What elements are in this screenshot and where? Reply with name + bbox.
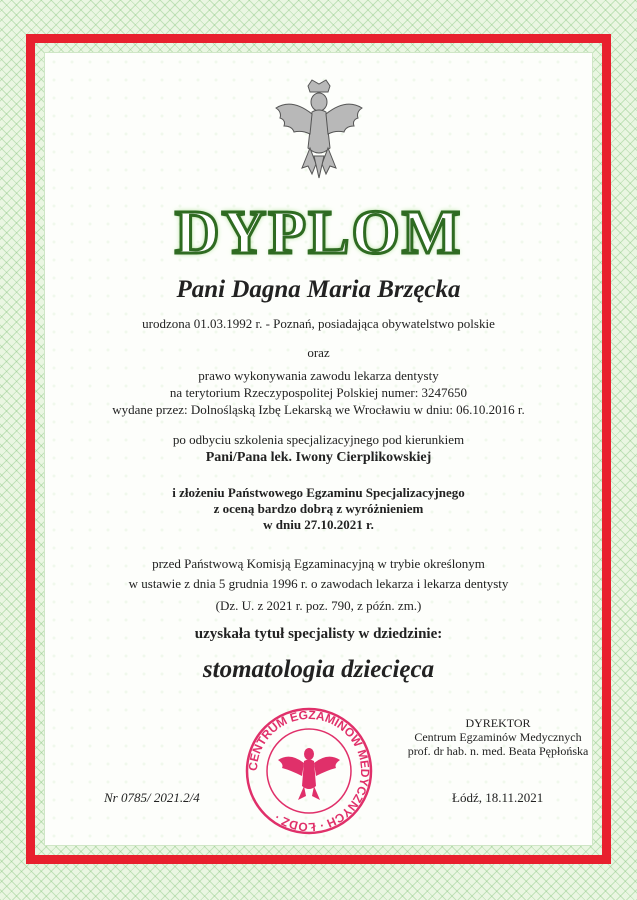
license-line-3: wydane przez: Dolnośląską Izbę Lekarską we Wrocławiu w dniu: 06.10.2016 r. — [112, 402, 525, 417]
exam-line-2: z oceną bardzo dobrą z wyróżnieniem — [213, 501, 424, 516]
polish-eagle-emblem — [272, 78, 366, 182]
license-line-2: na terytorium Rzeczypospolitej Polskiej numer: 3247650 — [169, 385, 468, 400]
stamp-text: CENTRUM EGZAMINÓW MEDYCZNYCH · ŁÓDŹ · — [245, 707, 373, 835]
diploma-number: Nr 0785/ 2021.2/4 — [104, 790, 200, 805]
commission-line-3: (Dz. U. z 2021 r. poz. 790, z późn. zm.) — [215, 598, 422, 613]
exam-line-1: i złożeniu Państwowego Egzaminu Specjalizacyjnego — [172, 485, 465, 500]
oraz-text: oraz — [307, 345, 330, 360]
signature-institution: Centrum Egzaminów Medycznych — [414, 730, 582, 744]
training-line: po odbyciu szkolenia specjalizacyjnego pod kierunkiem — [172, 432, 465, 447]
exam-line-3: w dniu 27.10.2021 r. — [263, 517, 374, 532]
signature-role: DYREKTOR — [465, 716, 531, 730]
place-date: Łódź, 18.11.2021 — [452, 790, 544, 805]
commission-line-1: przed Państwową Komisją Egzaminacyjną w trybie określonym — [152, 556, 485, 571]
official-stamp — [244, 706, 374, 836]
diploma-title: DYPLOM — [174, 199, 463, 267]
birth-line: urodzona 01.03.1992 r. - Poznań, posiadająca obywatelstwo polskie — [142, 316, 495, 331]
commission-line-2: w ustawie z dnia 5 grudnia 1996 r. o zawodach lekarza i lekarza dentysty — [128, 576, 509, 591]
license-line-1: prawo wykonywania zawodu lekarza dentysty — [198, 368, 439, 383]
specialty-name: stomatologia dziecięca — [202, 656, 435, 683]
supervisor-name: Pani/Pana lek. Iwony Cierplikowskiej — [205, 450, 432, 465]
stamp-eagle-icon — [278, 748, 340, 800]
recipient-name: Pani Dagna Maria Brzęcka — [176, 276, 461, 303]
title-granted-line: uzyskała tytuł specjalisty w dziedzinie: — [194, 626, 443, 642]
signature-person: prof. dr hab. n. med. Beata Pępłońska — [407, 744, 589, 758]
